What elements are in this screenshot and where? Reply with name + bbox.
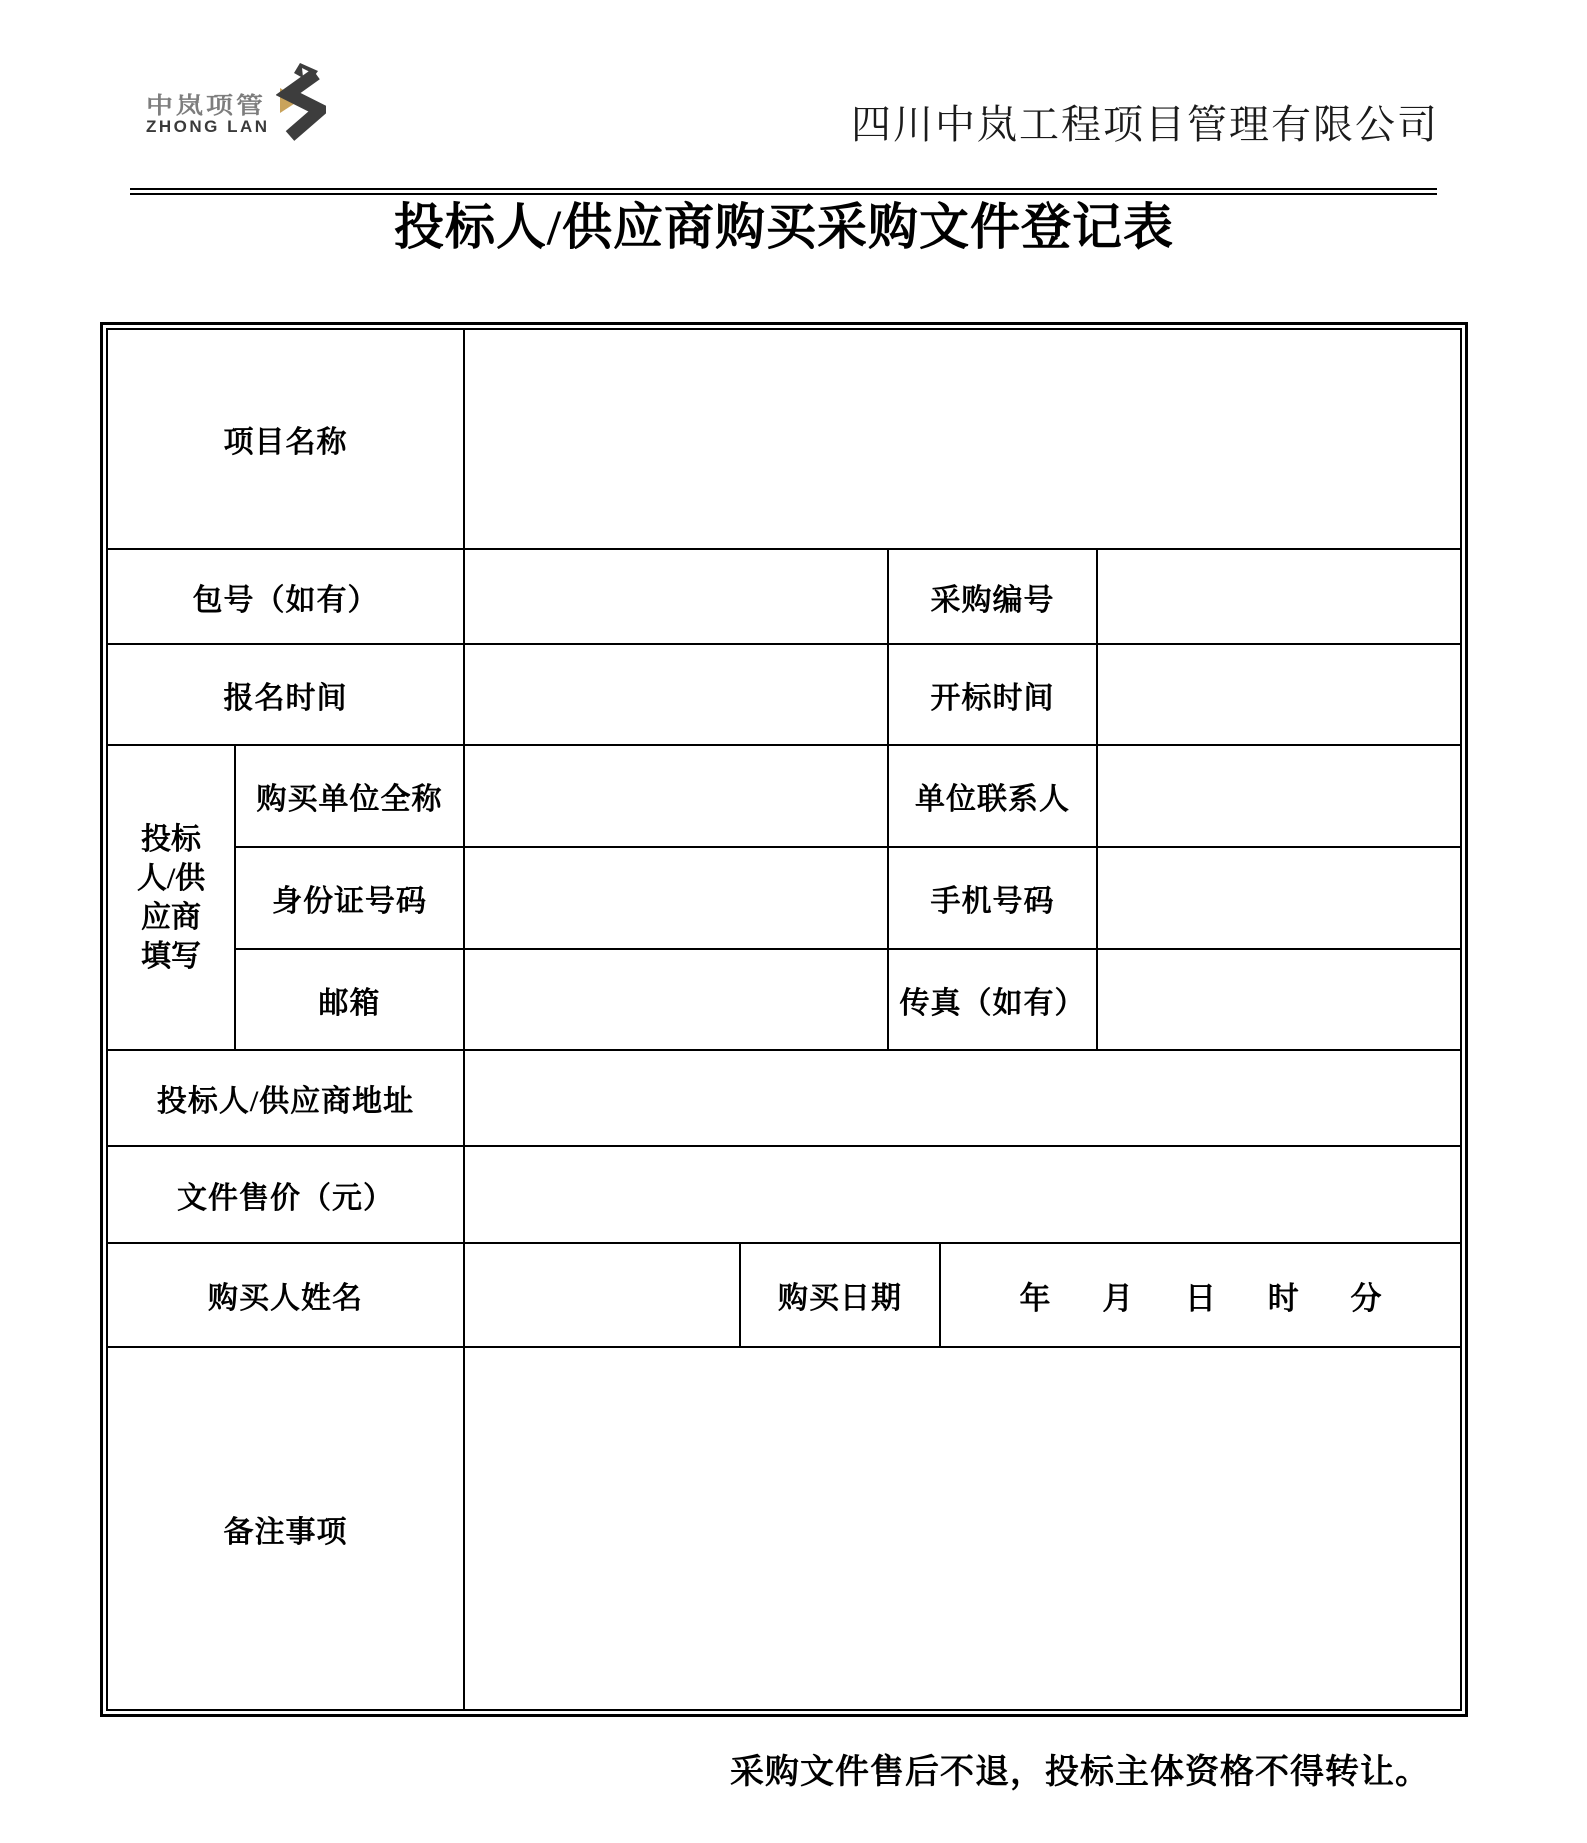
remarks-label: 备注事项: [107, 1347, 464, 1710]
package-no-label: 包号（如有）: [107, 549, 464, 644]
remarks-value-cell[interactable]: [464, 1347, 1461, 1710]
project-name-label: 项目名称: [107, 329, 464, 549]
table-row: [107, 1347, 1461, 1710]
company-logo: [146, 62, 326, 136]
email-label: 邮箱: [235, 949, 464, 1050]
fax-label: 传真（如有）: [888, 949, 1097, 1050]
table-row: [107, 329, 1461, 549]
procurement-no-value-cell[interactable]: [1097, 549, 1461, 644]
group-label-line: 人/供: [136, 861, 206, 895]
procurement-no-label: 采购编号: [888, 549, 1097, 644]
table-row: [107, 549, 1461, 644]
id-card-value-cell[interactable]: [464, 847, 888, 949]
open-time-value-cell[interactable]: [1097, 644, 1461, 745]
open-time-label: 开标时间: [888, 644, 1097, 745]
buyer-name-value-cell[interactable]: [464, 1243, 740, 1347]
table-row: [107, 1146, 1461, 1243]
address-value-cell[interactable]: [464, 1050, 1461, 1146]
registration-table-grid: [106, 328, 1462, 1711]
doc-price-value-cell[interactable]: [464, 1146, 1461, 1243]
logo-cn-text: 中岚项管: [146, 92, 266, 118]
group-label-line: 填写: [141, 939, 201, 973]
document-title: 投标人/供应商购买采购文件登记表: [394, 199, 1174, 255]
signup-time-label: 报名时间: [107, 644, 464, 745]
doc-price-label: 文件售价（元）: [107, 1146, 464, 1243]
address-label: 投标人/供应商地址: [107, 1050, 464, 1146]
project-name-value-cell[interactable]: [464, 329, 1461, 549]
unit-contact-label: 单位联系人: [888, 745, 1097, 847]
group-label-line: 应商: [141, 900, 201, 934]
signup-time-value-cell[interactable]: [464, 644, 888, 745]
package-no-value-cell[interactable]: [464, 549, 888, 644]
zhonglan-logo-mark: [276, 62, 326, 142]
table-row: [107, 949, 1461, 1050]
table-row: [107, 745, 1461, 847]
buyer-name-label: 购买人姓名: [107, 1243, 464, 1347]
mobile-label: 手机号码: [888, 847, 1097, 949]
logo-en-text: ZHONG LAN: [146, 117, 270, 136]
table-row: [107, 644, 1461, 745]
mobile-value-cell[interactable]: [1097, 847, 1461, 949]
company-name: 四川中岚工程项目管理有限公司: [851, 102, 1439, 147]
table-row: [107, 1050, 1461, 1146]
fax-value-cell[interactable]: [1097, 949, 1461, 1050]
header-divider: [130, 188, 1437, 195]
footer-note: 采购文件售后不退，投标主体资格不得转让。: [730, 1754, 1430, 1791]
registration-table: [100, 322, 1468, 1717]
group-label-line: 投标: [141, 822, 201, 856]
unit-full-name-label: 购买单位全称: [235, 745, 464, 847]
purchase-date-value-cell[interactable]: 年 月 日 时 分: [940, 1243, 1461, 1347]
table-row: [107, 847, 1461, 949]
purchase-date-label: 购买日期: [740, 1243, 940, 1347]
unit-full-name-value-cell[interactable]: [464, 745, 888, 847]
logo-text-block: [146, 90, 270, 136]
email-value-cell[interactable]: [464, 949, 888, 1050]
unit-contact-value-cell[interactable]: [1097, 745, 1461, 847]
bidder-fill-group-label: [107, 745, 235, 1050]
id-card-label: 身份证号码: [235, 847, 464, 949]
table-row: [107, 1243, 1461, 1347]
